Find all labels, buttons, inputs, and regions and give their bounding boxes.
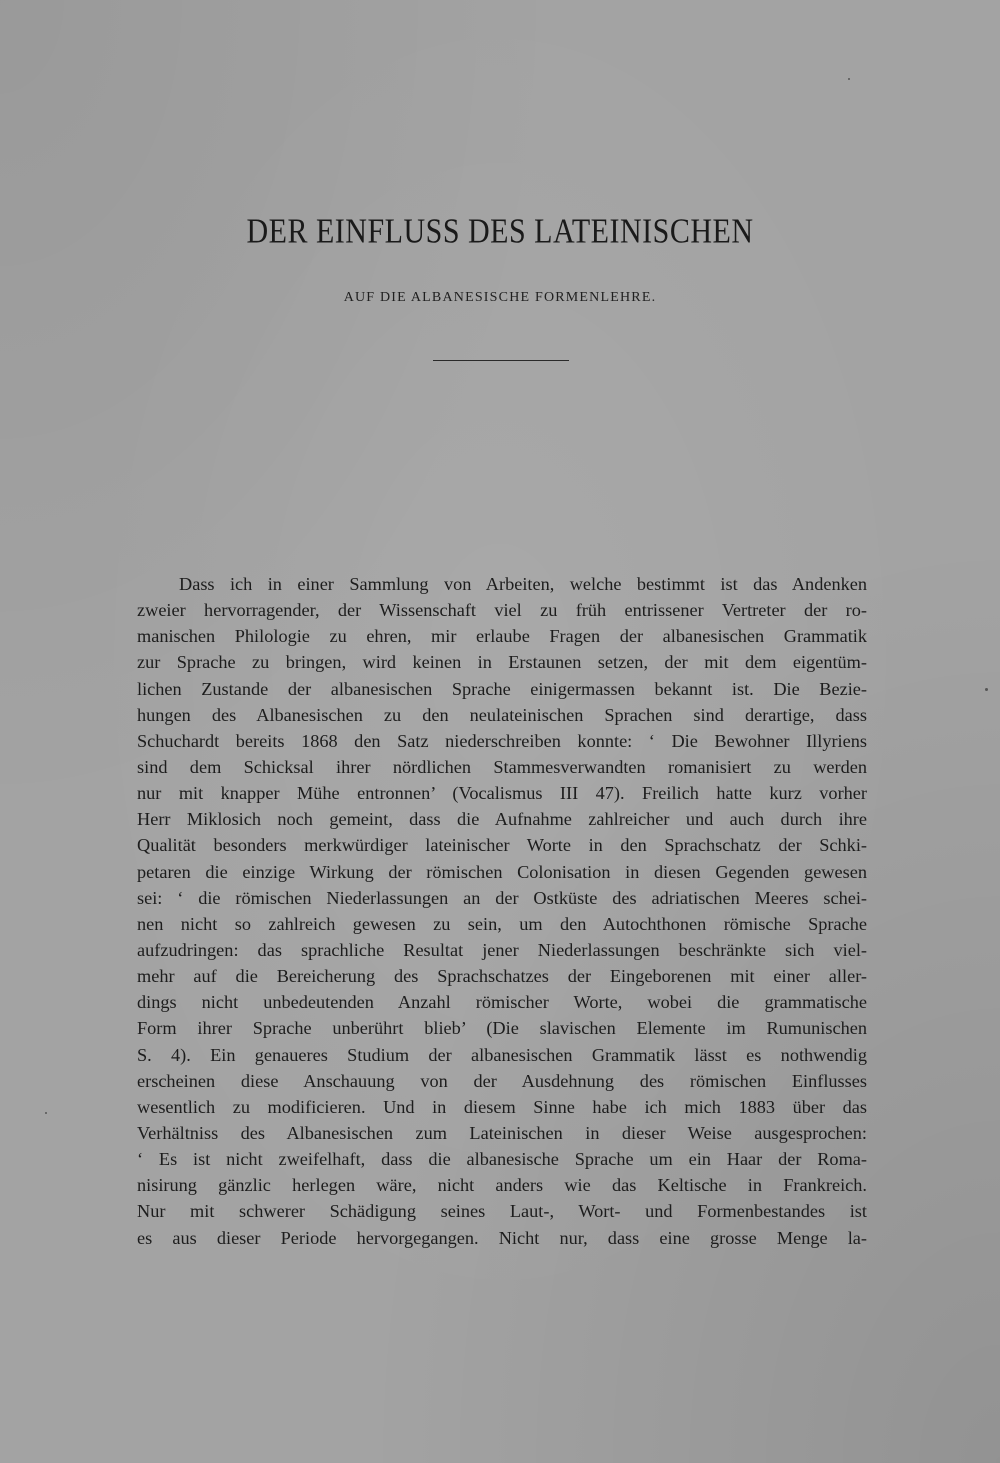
text-line: Dass ich in einer Sammlung von Arbeiten, welche bestimmt ist das Andenken [179,574,867,594]
text-line: Herr Miklosich noch gemeint, dass die Aufnahme zahlreicher und auch durch ihre [137,809,867,830]
text-line: erscheinen diese Anschauung von der Ausdehnung des römischen Einflusses [137,1070,867,1091]
text-line: aufzudringen: das sprachliche Resultat jener Niederlassungen beschränkte sich viel- [137,939,867,960]
text-line: zweier hervorragender, der Wissenschaft viel zu früh entrissener Vertreter der ro- [137,600,867,621]
paper-speck [848,78,850,80]
text-line: ‘ Es ist nicht zweifelhaft, dass die albanesische Sprache um ein Haar der Roma- [137,1149,867,1170]
text-line: manischen Philologie zu ehren, mir erlaube Fragen der albanesischen Grammatik [137,626,867,647]
paper-speck [45,1112,47,1114]
text-line: nisirung gänzlic herlegen wäre, nicht anders wie das Keltische in Frankreich. [137,1175,867,1196]
text-line: lichen Zustande der albanesischen Sprache einigermassen bekannt ist. Die Bezie- [137,678,867,699]
text-line: Schuchardt bereits 1868 den Satz niederschreiben konnte: ‘ Die Bewohner Illyriens [137,730,867,751]
page-title: DER EINFLUSS DES LATEINISCHEN [246,211,754,251]
page-subtitle: AUF DIE ALBANESISCHE FORMENLEHRE. [343,290,657,305]
text-line: Form ihrer Sprache unberührt blieb’ (Die slavischen Elemente im Rumunischen [137,1018,867,1039]
text-line: hungen des Albanesischen zu den neulateinischen Sprachen sind derartige, dass [137,704,867,725]
text-line: Nur mit schwerer Schädigung seines Laut-, Wort- und Formenbestandes ist [137,1201,867,1222]
text-line: petaren die einzige Wirkung der römischen Colonisation in diesen Gegenden gewesen [137,861,867,882]
text-line: sind dem Schicksal ihrer nördlichen Stammesverwandten romanisiert zu werden [137,756,867,777]
text-line: dings nicht unbedeutenden Anzahl römischer Worte, wobei die grammatische [137,992,867,1013]
text-line: mehr auf die Bereicherung des Sprachschatzes der Eingeborenen mit einer aller- [137,966,867,987]
text-line: Verhältniss des Albanesischen zum Lateinischen in dieser Weise ausgesprochen: [137,1122,867,1143]
title-divider [433,360,569,361]
text-line: zur Sprache zu bringen, wird keinen in Erstaunen setzen, der mit dem eigentüm- [137,652,867,673]
body-text [137,571,867,1251]
text-line: wesentlich zu modificieren. Und in diesem Sinne habe ich mich 1883 über das [137,1096,867,1117]
text-line: es aus dieser Periode hervorgegangen. Nicht nur, dass eine grosse Menge la- [137,1227,867,1248]
text-line: Qualität besonders merkwürdiger lateinischer Worte in den Sprachschatz der Schki- [137,835,867,856]
text-line: nen nicht so zahlreich gewesen zu sein, um den Autochthonen römische Sprache [137,913,867,934]
text-line: nur mit knapper Mühe entronnen’ (Vocalismus III 47). Freilich hatte kurz vorher [137,783,867,804]
text-line: sei: ‘ die römischen Niederlassungen an der Ostküste des adriatischen Meeres schei- [137,887,867,908]
paper-speck [985,688,988,691]
text-line: S. 4). Ein genaueres Studium der albanesischen Grammatik lässt es nothwendig [137,1044,867,1065]
